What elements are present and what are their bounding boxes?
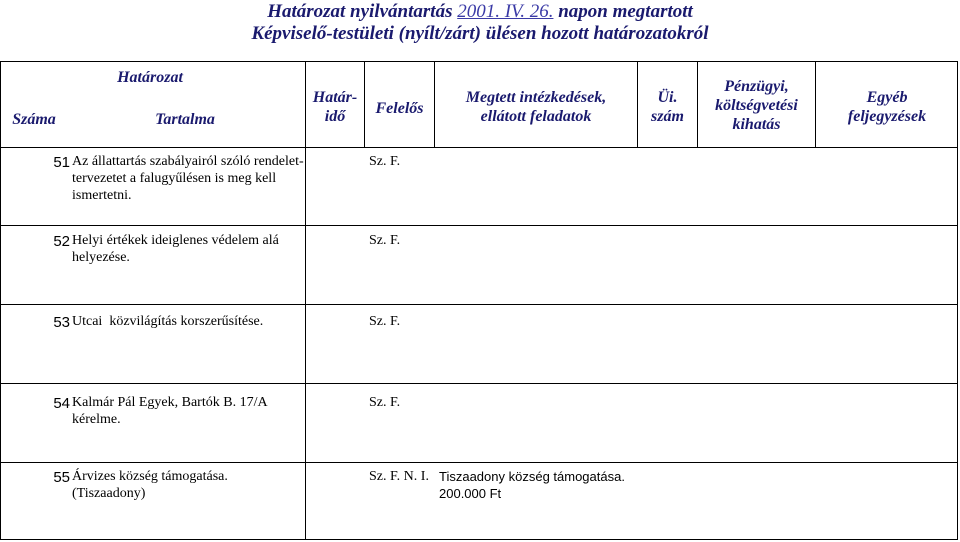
row-content: Kalmár Pál Egyek, Bartók B. 17/A kérelme. bbox=[72, 395, 267, 427]
document-title-line1: Határozat nyilvántartás 2001. IV. 26. napon megtartott bbox=[267, 1, 693, 22]
row-content: Az állattartás szabályairól szóló rendelet-tervezetet a falugyűlésen is meg kell ismertetni. bbox=[72, 154, 304, 203]
row-number: 52 bbox=[53, 233, 70, 250]
header-szama: Száma bbox=[12, 111, 56, 128]
document-title-line2: Képviselő-testületi (nyílt/zárt) ülésen hozott határozatokról bbox=[251, 23, 709, 44]
header-tartalma: Tartalma bbox=[155, 111, 215, 128]
header-felelos: Felelős bbox=[375, 100, 424, 117]
header-hatarozat: Határozat bbox=[117, 69, 183, 86]
row-content: Árvizes község támogatása. (Tiszaadony) bbox=[72, 469, 228, 501]
header-penzugyi: Pénzügyi, költségvetési kihatás bbox=[715, 78, 798, 133]
header-egyeb: Egyéb feljegyzések bbox=[847, 89, 927, 125]
row-content: Helyi értékek ideiglenes védelem alá helyezése. bbox=[72, 233, 279, 265]
row-content: Utcai közvilágítás korszerűsítése. bbox=[72, 314, 264, 329]
row-felelos: Sz. F. bbox=[369, 154, 401, 169]
row-felelos: Sz. F. bbox=[369, 314, 401, 329]
row-number: 54 bbox=[53, 395, 70, 412]
row-divider bbox=[0, 304, 958, 305]
row-number: 51 bbox=[53, 154, 70, 171]
meeting-date: 2001. IV. 26. bbox=[457, 1, 554, 22]
header-ui-szam: Üi. szám bbox=[651, 89, 684, 125]
row-felelos: Sz. F. bbox=[369, 395, 401, 410]
row-number: 53 bbox=[53, 314, 70, 331]
table-left-border bbox=[0, 61, 1, 540]
row-number: 55 bbox=[53, 469, 70, 486]
header-hatarido: Határ- idő bbox=[312, 89, 358, 125]
row-divider bbox=[0, 383, 958, 384]
row-felelos: Sz. F. bbox=[369, 233, 401, 248]
column-divider bbox=[305, 61, 306, 540]
row-felelos: Sz. F. N. I. bbox=[369, 469, 429, 484]
header-intezkedesek: Megtett intézkedések, ellátott feladatok bbox=[465, 89, 607, 125]
row-divider bbox=[0, 225, 958, 226]
header-bottom-line bbox=[0, 147, 958, 148]
row-divider bbox=[0, 462, 958, 463]
row-intezkedes: Tiszaadony község támogatása. 200.000 Ft bbox=[439, 469, 625, 501]
